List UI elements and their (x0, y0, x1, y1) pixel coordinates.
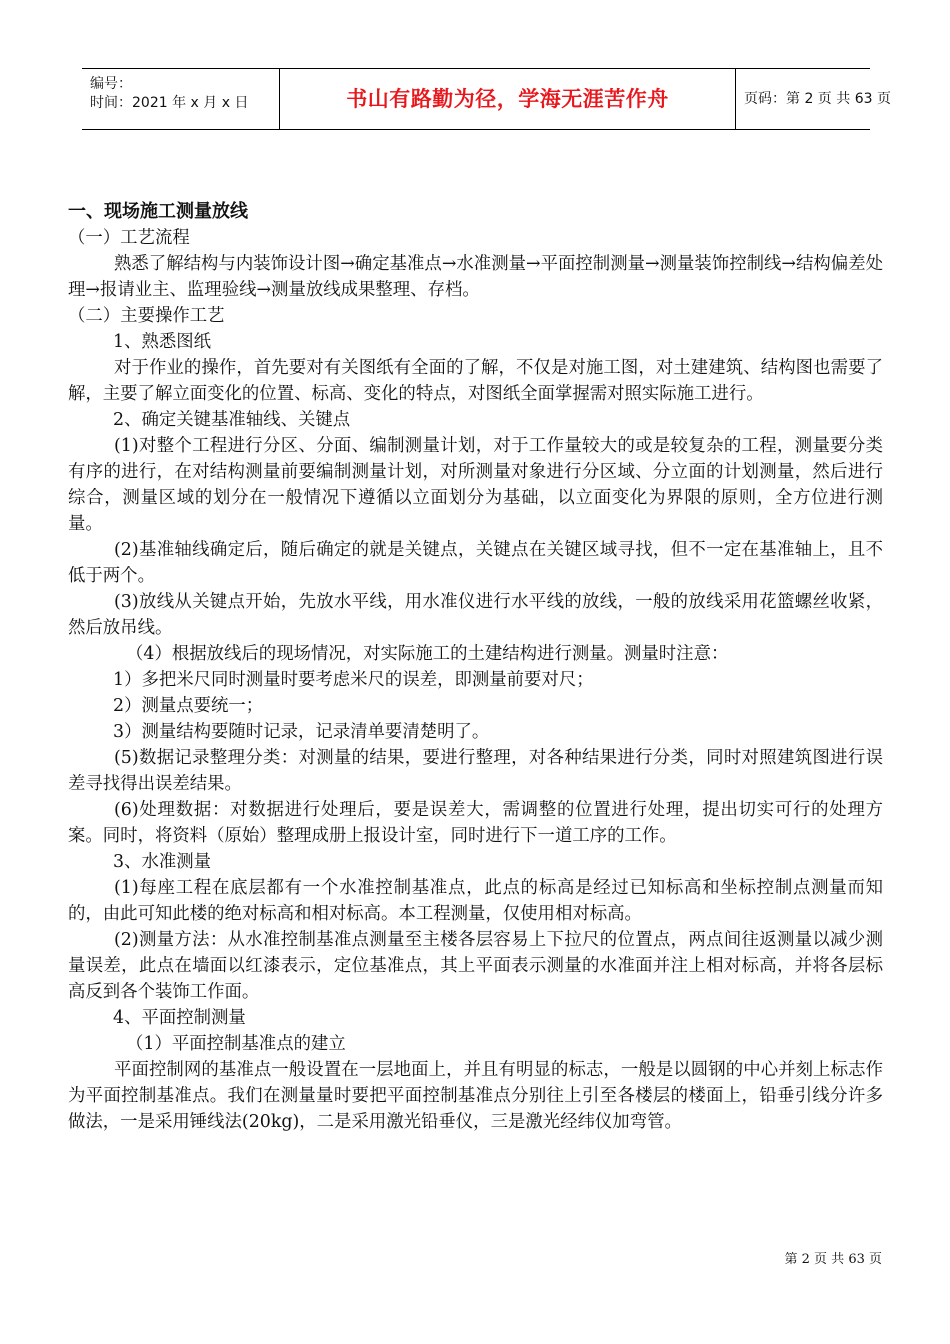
section-heading: 一、现场施工测量放线 (68, 201, 248, 222)
header-meta (82, 69, 280, 129)
item-title: 4、平面控制测量 (113, 1008, 246, 1028)
item-title: 2、确定关键基准轴线、关键点 (113, 410, 351, 430)
number-label: 编号： (90, 76, 132, 92)
document-body (68, 199, 883, 1135)
document-header (82, 68, 891, 130)
item-title: 3、水准测量 (113, 852, 212, 872)
page-footer: 第 2 页 共 63 页 (784, 1252, 882, 1267)
header-motto-cell (280, 69, 736, 129)
list-item: 2）测量点要统一； (113, 696, 264, 716)
subsection-title: （二）主要操作工艺 (68, 306, 225, 326)
paragraph: 对于作业的操作，首先要对有关图纸有全面的了解，不仅是对施工图，对土建建筑、结构图也需要了解，主要了解立面变化的位置、标高、变化的特点，对图纸全面掌握需对照实际施工进行。 (68, 358, 883, 404)
paragraph: (2)测量方法：从水准控制基准点测量至主楼各层容易上下拉尺的位置点，两点间往返测量以减少测量误差，此点在墙面以红漆表示，定位基准点，其上平面表示测量的水准面并注上相对标高，并将各层标高反到各个装饰工作面。 (68, 930, 883, 1002)
list-item: 1）多把米尺同时测量时要考虑米尺的误差，即测量前要对尺； (113, 670, 594, 690)
paragraph: (1)每座工程在底层都有一个水准控制基准点，此点的标高是经过已知标高和坐标控制点测量而知的，由此可知此楼的绝对标高和相对标高。本工程测量，仅使用相对标高。 (68, 878, 883, 924)
paragraph: (5)数据记录整理分类：对测量的结果，要进行整理，对各种结果进行分类，同时对照建筑图进行误差寻找得出误差结果。 (68, 748, 883, 794)
item-subtitle: （1）平面控制基准点的建立 (126, 1034, 346, 1054)
list-item: 3）测量结构要随时记录，记录清单要清楚明了。 (113, 722, 490, 742)
paragraph: (2)基准轴线确定后，随后确定的就是关键点，关键点在关键区域寻找，但不一定在基准轴上，且不低于两个。 (68, 540, 883, 586)
paragraph: (1)对整个工程进行分区、分面、编制测量计划，对于工作量较大的或是较复杂的工程，测量要分类有序的进行，在对结构测量前要编制测量计划，对所测量对象进行分区域、分立面的计划测量，然后进行综合，测量区域的划分在一般情况下遵循以立面划分为基础，以立面变化为界限的原则，全方位进行测量。 (68, 436, 883, 534)
subsection-title: （一）工艺流程 (68, 228, 190, 248)
item-title: 1、熟悉图纸 (113, 332, 212, 352)
page-label: 页码：第 2 页 共 63 页 (744, 91, 891, 107)
paragraph: （4）根据放线后的现场情况，对实际施工的土建结构进行测量。测量时注意： (126, 644, 729, 664)
paragraph: 熟悉了解结构与内装饰设计图→确定基准点→水准测量→平面控制测量→测量装饰控制线→结构偏差处理→报请业主、监理验线→测量放线成果整理、存档。 (68, 254, 883, 300)
time-label: 时间：2021 年 x 月 x 日 (90, 95, 249, 111)
paragraph: (6)处理数据：对数据进行处理后，要是误差大，需调整的位置进行处理，提出切实可行的处理方案。同时，将资料（原始）整理成册上报设计室，同时进行下一道工序的工作。 (68, 800, 883, 846)
paragraph: 平面控制网的基准点一般设置在一层地面上，并且有明显的标志，一般是以圆钢的中心并刻上标志作为平面控制基准点。我们在测量量时要把平面控制基准点分别往上引至各楼层的楼面上，铅垂引线分许多做法，一是采用锤线法(20kg)，二是采用激光铅垂仪，三是激光经纬仪加弯管。 (68, 1060, 883, 1132)
motto: 书山有路勤为径，学海无涯苦作舟 (346, 87, 669, 111)
paragraph: (3)放线从关键点开始，先放水平线，用水准仪进行水平线的放线，一般的放线采用花篮螺丝收紧，然后放吊线。 (68, 592, 883, 638)
